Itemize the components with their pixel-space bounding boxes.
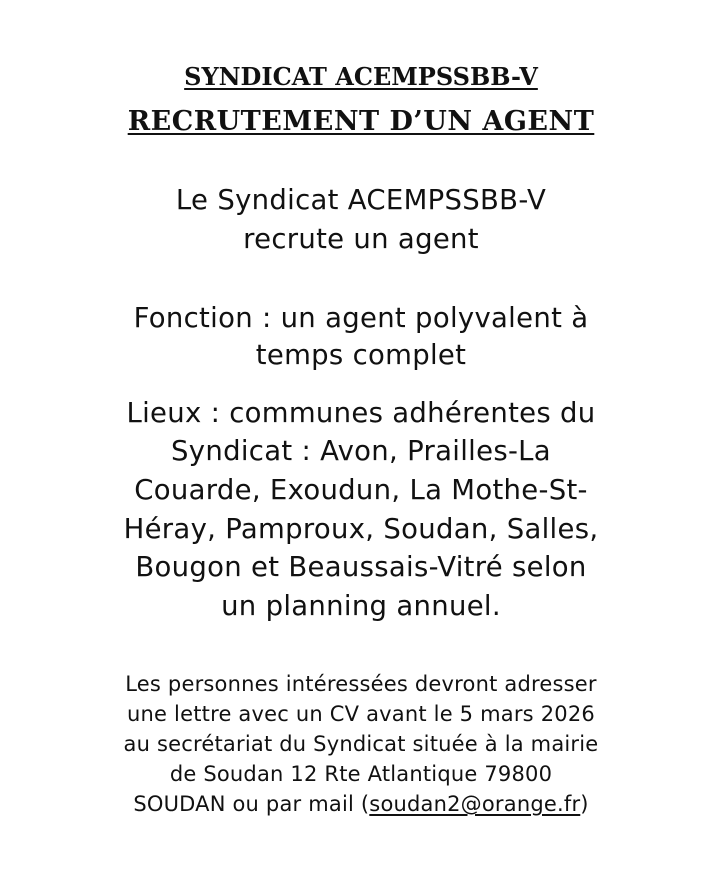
- lieux-line-4: Héray, Pamproux, Soudan, Salles,: [123, 513, 599, 545]
- fonction-line-1: Fonction : un agent polyvalent à: [133, 302, 589, 334]
- recruitment-heading: RECRUTEMENT D’UN AGENT: [127, 106, 595, 137]
- lieux-line-6: un planning annuel.: [221, 590, 501, 622]
- contact-line-3: au secrétariat du Syndicat située à la mairie: [123, 732, 599, 756]
- intro-line-1: Le Syndicat ACEMPSSBB-V: [175, 184, 547, 216]
- contact-line-5: [0, 792, 722, 816]
- contact-line-4: de Soudan 12 Rte Atlantique 79800: [169, 762, 553, 786]
- intro-line-2: recrute un agent: [243, 223, 479, 255]
- email-link[interactable]: soudan2@orange.fr: [369, 792, 581, 816]
- contact-line-5-prefix: SOUDAN ou par mail (: [133, 792, 370, 816]
- syndicate-name-heading: SYNDICAT ACEMPSSBB-V: [184, 62, 538, 91]
- lieux-line-3: Couarde, Exoudun, La Mothe-St-: [134, 474, 588, 506]
- lieux-line-1: Lieux : communes adhérentes du: [126, 397, 596, 429]
- lieux-line-2: Syndicat : Avon, Prailles-La: [171, 435, 551, 467]
- contact-line-1: Les personnes intéressées devront adresser: [125, 672, 597, 696]
- lieux-line-5: Bougon et Beaussais-Vitré selon: [135, 551, 587, 583]
- contact-line-2: une lettre avec un CV avant le 5 mars 2026: [127, 702, 595, 726]
- contact-line-5-suffix: ): [580, 792, 589, 816]
- fonction-line-2: temps complet: [255, 339, 467, 371]
